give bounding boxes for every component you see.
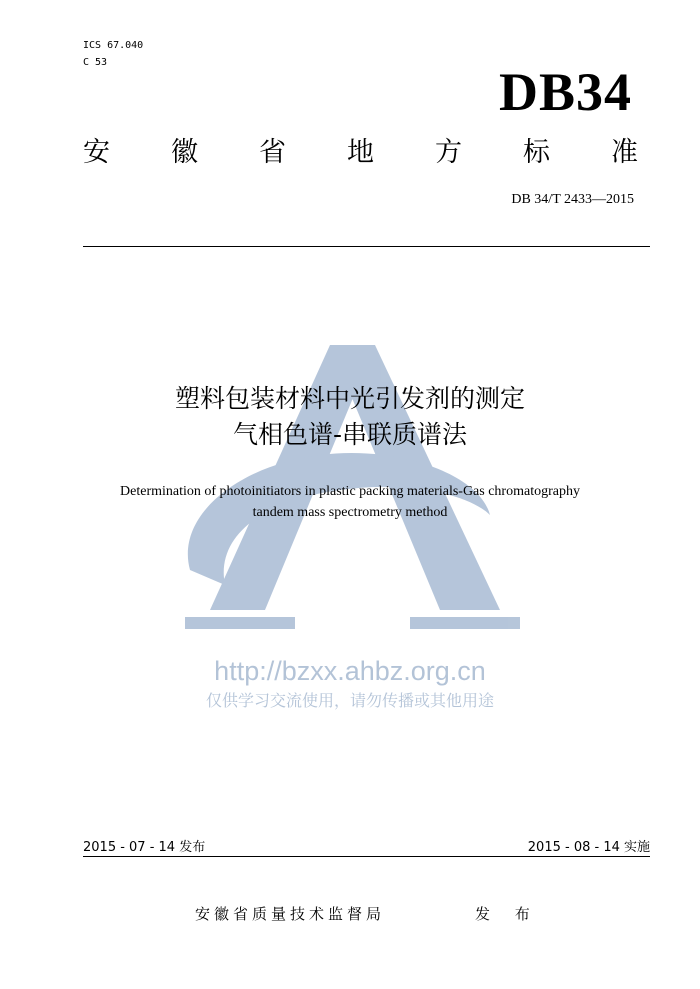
title-en-line-2: tandem mass spectrometry method [252,505,448,520]
publish-date: 2015 - 07 - 14 发布 [83,840,206,855]
standard-type-char: 省 [259,137,286,168]
standard-type-char: 准 [611,137,638,168]
document-title-en [0,481,700,523]
standard-type-char: 标 [523,137,550,168]
implement-date: 2015 - 08 - 14 实施 [527,840,650,855]
issue-label: 发 布 [475,905,540,923]
top-divider [83,246,650,247]
standard-code-logo: DB34 [498,62,632,122]
watermark-url: http://bzxx.ahbz.org.cn [214,656,486,686]
standard-type-char: 徽 [171,137,198,168]
issuing-authority: 安徽省质量技术监督局 [195,905,386,923]
standard-type-char: 方 [435,137,462,168]
bottom-divider [83,856,650,857]
title-cn-line-2: 气相色谱-串联质谱法 [232,420,468,449]
ics-code: ICS 67.040 [83,40,144,51]
ccs-code: C 53 [83,57,108,68]
title-cn-line-1: 塑料包装材料中光引发剂的测定 [174,384,525,413]
standard-type-heading [83,137,638,169]
document-title-cn [0,381,700,453]
standard-number: DB 34/T 2433—2015 [511,192,634,207]
standard-type-char: 地 [347,137,374,168]
watermark-note: 仅供学习交流使用，请勿传播或其他用途 [205,691,494,710]
standard-type-char: 安 [83,137,110,168]
classification-codes [83,37,143,71]
title-en-line-1: Determination of photoinitiators in plastic packing materials-Gas chromatography [120,484,580,499]
